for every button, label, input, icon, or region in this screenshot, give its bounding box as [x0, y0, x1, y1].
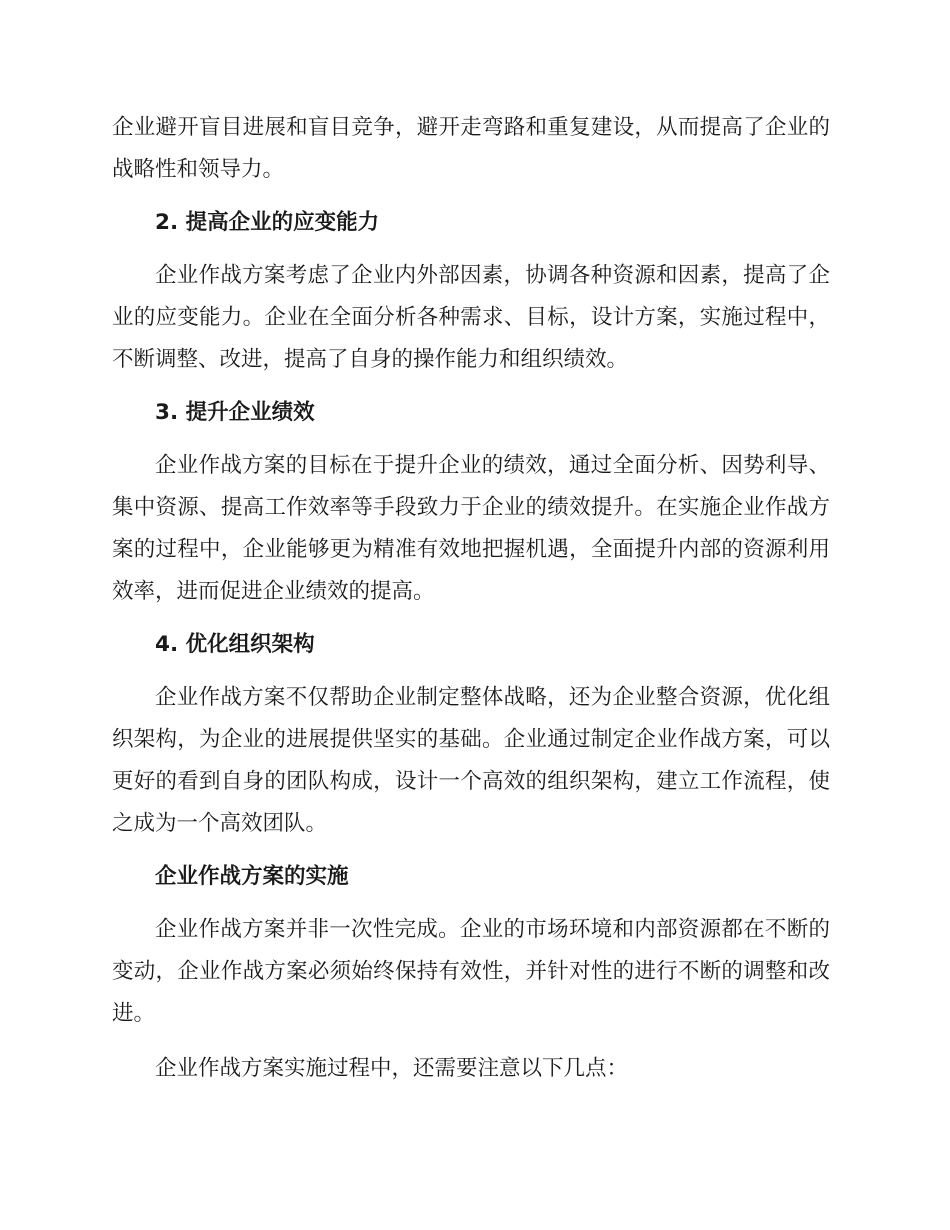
document-page: [112, 107, 830, 1090]
section-heading-4: 4. 优化组织架构: [155, 632, 315, 657]
paragraph-continuation: 企业避开盲目进展和盲目竞争，避开走弯路和重复建设，从而提高了企业的战略性和领导力。: [112, 115, 830, 182]
paragraph-performance: 企业作战方案的目标在于提升企业的绩效，通过全面分析、因势利导、集中资源、提高工作效率等手段致力于企业的绩效提升。在实施企业作战方案的过程中，企业能够更为精准有效地把握机遇，全面提升内部的资源利用效率，进而促进企业绩效的提高。: [112, 453, 830, 604]
section-heading-3: 3. 提升企业绩效: [155, 400, 315, 425]
paragraph-implementation: 企业作战方案并非一次性完成。企业的市场环境和内部资源都在不断的变动，企业作战方案必须始终保持有效性，并针对性的进行不断的调整和改进。: [112, 917, 830, 1026]
section-heading-implementation: 企业作战方案的实施: [155, 864, 349, 889]
paragraph-adaptability: 企业作战方案考虑了企业内外部因素，协调各种资源和因素，提高了企业的应变能力。企业在全面分析各种需求、目标，设计方案，实施过程中，不断调整、改进，提高了自身的操作能力和组织绩效。: [112, 263, 830, 372]
paragraph-notes-intro: 企业作战方案实施过程中，还需要注意以下几点：: [155, 1056, 629, 1081]
section-heading-2: 2. 提高企业的应变能力: [155, 210, 380, 235]
paragraph-organization: 企业作战方案不仅帮助企业制定整体战略，还为企业整合资源，优化组织架构，为企业的进展提供坚实的基础。企业通过制定企业作战方案，可以更好的看到自身的团队构成，设计一个高效的组织架构，建立工作流程，使之成为一个高效团队。: [112, 685, 830, 836]
